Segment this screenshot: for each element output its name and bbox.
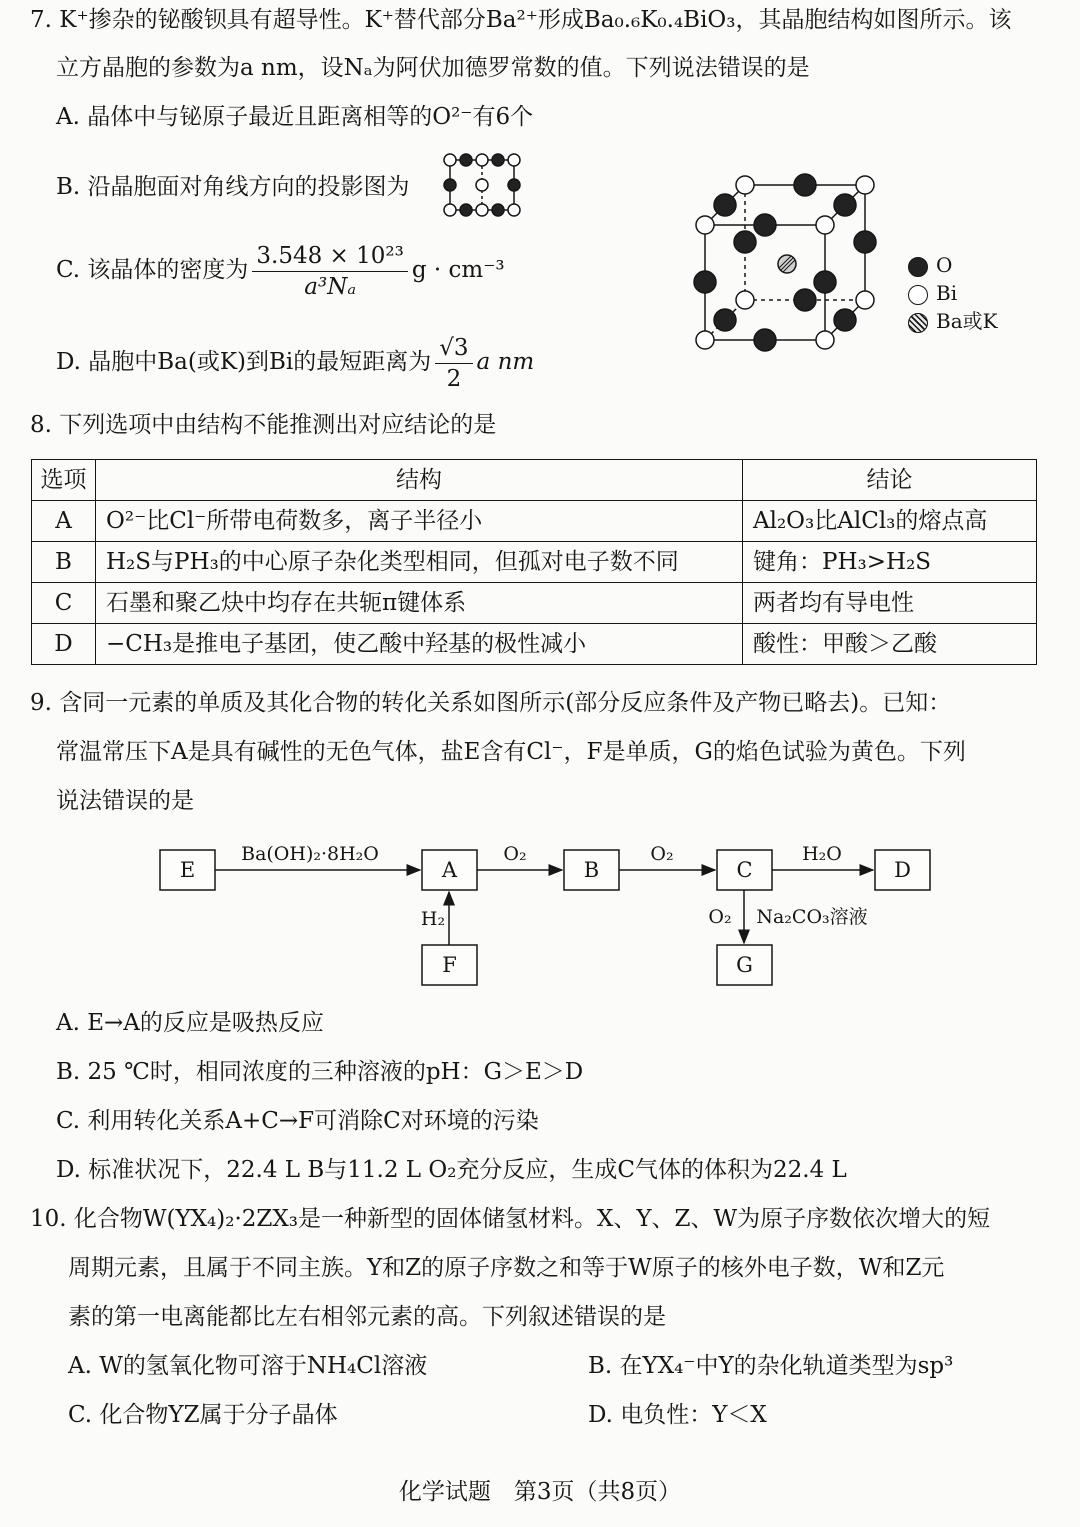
q7-stem-line2: 立方晶胞的参数为a nm，设Nₐ为阿伏加德罗常数的值。下列说法错误的是 xyxy=(56,55,810,81)
q10-option-c: C. 化合物YZ属于分子晶体 xyxy=(68,1402,338,1428)
row-conclusion: Al₂O₃比AlCl₃的熔点高 xyxy=(743,501,1037,542)
row-structure: −CH₃是推电子基团，使乙酸中羟基的极性减小 xyxy=(96,624,743,665)
q9-stem-line2: 常温常压下A是具有碱性的无色气体，盐E含有Cl⁻，F是单质，G的焰色试验为黄色。下列 xyxy=(56,739,966,765)
q7-density-denominator: a³Nₐ xyxy=(304,273,356,300)
node-b-label: B xyxy=(583,858,600,882)
row-conclusion: 两者均有导电性 xyxy=(743,583,1037,624)
table-row xyxy=(32,624,1037,665)
q7-option-a: A. 晶体中与铋原子最近且距离相等的O²⁻有6个 xyxy=(56,104,534,130)
q10-option-d: D. 电负性：Y＜X xyxy=(588,1402,767,1428)
edge-c-g-right-label: Na₂CO₃溶液 xyxy=(756,906,868,928)
row-conclusion: 酸性：甲酸＞乙酸 xyxy=(743,624,1037,665)
q8-stem: 8. 下列选项中由结构不能推测出对应结论的是 xyxy=(30,412,497,438)
table-header-row xyxy=(32,460,1037,501)
node-d-label: D xyxy=(894,858,911,882)
q7-projection-figure xyxy=(438,150,530,220)
q9-option-b: B. 25 ℃时，相同浓度的三种溶液的pH：G＞E＞D xyxy=(56,1059,584,1085)
q7-option-c-prefix: C. 该晶体的密度为 xyxy=(56,257,249,283)
q10-stem-line1: 10. 化合物W(YX₄)₂·2ZX₃是一种新型的固体储氢材料。X、Y、Z、W为原子序数依次增大的短 xyxy=(30,1206,991,1232)
q10-stem-line3: 素的第一电离能都比左右相邻元素的高。下列叙述错误的是 xyxy=(68,1304,666,1330)
legend-bi: Bi xyxy=(908,281,957,305)
edge-b-c-label: O₂ xyxy=(650,843,674,865)
q7-density-fraction xyxy=(252,241,407,302)
row-conclusion: 键角：PH₃>H₂S xyxy=(743,542,1037,583)
edge-c-d-label: H₂O xyxy=(802,843,842,865)
bismuth-atom-icon xyxy=(908,285,928,305)
row-option: A xyxy=(32,501,96,542)
node-c-label: C xyxy=(736,858,753,882)
node-f-label: F xyxy=(442,953,457,977)
q9-option-a: A. E→A的反应是吸热反应 xyxy=(56,1010,324,1036)
page-footer: 化学试题 第3页（共8页） xyxy=(398,1479,682,1505)
row-structure: 石墨和聚乙炔中均存在共轭π键体系 xyxy=(96,583,743,624)
row-structure: O²⁻比Cl⁻所带电荷数多，离子半径小 xyxy=(96,501,743,542)
q9-stem-line1: 9. 含同一元素的单质及其化合物的转化关系如图所示(部分反应条件及产物已略去)。已知： xyxy=(30,690,952,716)
node-g-label: G xyxy=(736,953,753,977)
oxygen-atom-icon xyxy=(908,257,928,277)
node-e-label: E xyxy=(179,858,196,882)
q7-unit-cell-figure xyxy=(690,170,900,360)
header-conclusion: 结论 xyxy=(743,460,1037,501)
q9-conversion-diagram xyxy=(150,830,940,995)
edge-c-g-left-label: O₂ xyxy=(708,906,732,928)
row-option: D xyxy=(32,624,96,665)
q7-stem-line1: 7. K⁺掺杂的铋酸钡具有超导性。K⁺替代部分Ba²⁺形成Ba₀.₆K₀.₄BiO₃，其晶胞结构如图所示。该 xyxy=(30,7,1012,33)
barium-potassium-atom-icon xyxy=(908,313,928,333)
q7-density-numerator: 3.548 × 10²³ xyxy=(252,241,407,272)
q9-option-c: C. 利用转化关系A+C→F可消除C对环境的污染 xyxy=(56,1108,539,1134)
q7-distance-fraction xyxy=(435,333,472,394)
edge-a-b-label: O₂ xyxy=(503,843,527,865)
node-a-label: A xyxy=(441,858,458,882)
q10-option-a: A. W的氢氧化物可溶于NH₄Cl溶液 xyxy=(68,1353,428,1379)
legend-o: O xyxy=(908,253,952,277)
q7-distance-unit: a nm xyxy=(476,349,535,375)
q7-option-d-prefix: D. 晶胞中Ba(或K)到Bi的最短距离为 xyxy=(56,349,432,375)
q7-distance-numerator: √3 xyxy=(435,333,472,364)
table-row xyxy=(32,542,1037,583)
legend-ba-k: Ba或K xyxy=(908,309,998,333)
q9-stem-line3: 说法错误的是 xyxy=(56,788,194,814)
q7-distance-denominator: 2 xyxy=(446,365,462,392)
table-row xyxy=(32,501,1037,542)
q7-density-unit: g · cm⁻³ xyxy=(411,257,505,283)
row-option: C xyxy=(32,583,96,624)
row-option: B xyxy=(32,542,96,583)
row-structure: H₂S与PH₃的中心原子杂化类型相同，但孤对电子数不同 xyxy=(96,542,743,583)
header-option: 选项 xyxy=(32,460,96,501)
q9-option-d: D. 标准状况下，22.4 L B与11.2 L O₂充分反应，生成C气体的体积为22.4 L xyxy=(56,1157,847,1183)
q10-stem-line2: 周期元素，且属于不同主族。Y和Z的原子序数之和等于W原子的核外电子数，W和Z元 xyxy=(68,1255,945,1281)
q7-option-c xyxy=(56,240,505,302)
q8-options-table xyxy=(31,459,1037,665)
q7-option-b: B. 沿晶胞面对角线方向的投影图为 xyxy=(56,174,410,200)
header-structure: 结构 xyxy=(96,460,743,501)
table-row xyxy=(32,583,1037,624)
q10-option-b: B. 在YX₄⁻中Y的杂化轨道类型为sp³ xyxy=(588,1353,954,1379)
edge-f-a-label: H₂ xyxy=(420,908,446,930)
q7-option-d xyxy=(56,332,534,394)
edge-e-a-label: Ba(OH)₂·8H₂O xyxy=(241,843,379,865)
